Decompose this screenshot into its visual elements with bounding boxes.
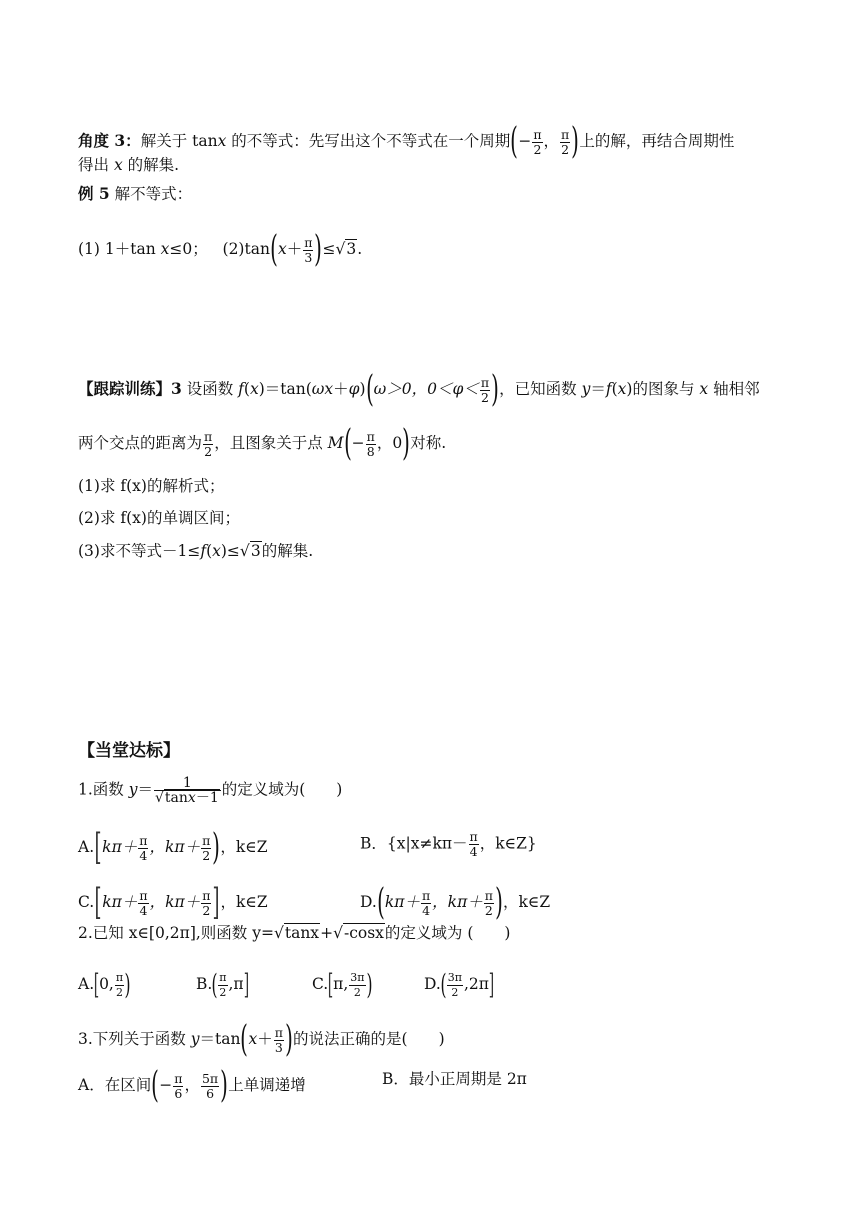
practice-q2-option-d[interactable]: D.( $\frac{3\pi}{2}$ ,2π] [424,968,495,1001]
practice-q3-option-a[interactable]: A．在区间(− $\frac{\pi}{6}$ ， $\frac{5\pi}{6}$ )上单调递增 [78,1065,306,1106]
training-line2: 两个交点的距离为 $\frac{\pi}{2}$ ，且图象关于点 M(− $\frac{\pi}{8}$ ，0)对称. [78,423,447,464]
practice-title: 【当堂达标】 [78,741,180,761]
angle3-line1: 角度 3：解关于 tanx 的不等式：先写出这个不等式在一个周期(− $\frac{\pi}{2}$ ， $\frac{\pi}{2}$ )上的解，再结合周期性 [78,121,735,162]
practice-q2-option-b[interactable]: B.( $\frac{\pi}{2}$ ,π] [196,968,249,1001]
practice-q3-option-b[interactable]: B．最小正周期是 2π [382,1070,527,1088]
training-q1: (1)求 f(x)的解析式； [78,477,225,495]
practice-q3-stem: 3.下列关于函数 y＝tan(x＋ $\frac{\pi}{3}$ )的说法正确的是( ) [78,1019,445,1060]
practice-q1-option-d[interactable]: D.(kπ＋ $\frac{\pi}{4}$ ，kπ＋ $\frac{\pi}{2}$ )，k∈Z [360,882,551,923]
angle3-line2: 得出 x 的解集. [78,156,180,174]
practice-q1-option-c[interactable]: C.[kπ＋ $\frac{\pi}{4}$ ，kπ＋ $\frac{\pi}{2}$ ]，k∈Z [78,882,268,923]
practice-q1-stem: 1.函数 y＝ $\frac{1}{√\tan x-1}$ 的定义域为( ) [78,775,343,806]
practice-q2-option-c[interactable]: C.[π, $\frac{3\pi}{2}$ ) [312,968,373,1001]
example5-heading: 例 5 解不等式： [78,184,193,203]
practice-q1-option-b[interactable]: B．{x|x≠kπ－ $\frac{\pi}{4}$ ，k∈Z} [360,829,537,859]
practice-q2-stem: 2.已知 x∈[0,2π],则函数 y=√tanx+√-cosx的定义域为 ( ) [78,924,511,942]
training-q2: (2)求 f(x)的单调区间； [78,509,240,527]
training-q3: (3)求不等式－1≤f(x)≤√3的解集. [78,542,314,560]
practice-q2-option-a[interactable]: A.[0, $\frac{\pi}{2}$ ) [78,968,131,1001]
example5-problems: (1) 1＋tan x≤0； (2)tan(x＋ $\frac{\pi}{3}$ )≤√3. [78,229,363,270]
training-line1: 【跟踪训练】3 设函数 f(x)＝tan(ωx＋φ)(ω＞0，0＜φ＜ $\frac{\pi}{2}$ )，已知函数 y＝f(x)的图象与 x 轴相邻 [78,369,760,410]
practice-q1-option-a[interactable]: A.[kπ＋ $\frac{\pi}{4}$ ，kπ＋ $\frac{\pi}{2}$ )，k∈Z [78,827,268,868]
angle3-label: 角度 3： [78,131,141,150]
